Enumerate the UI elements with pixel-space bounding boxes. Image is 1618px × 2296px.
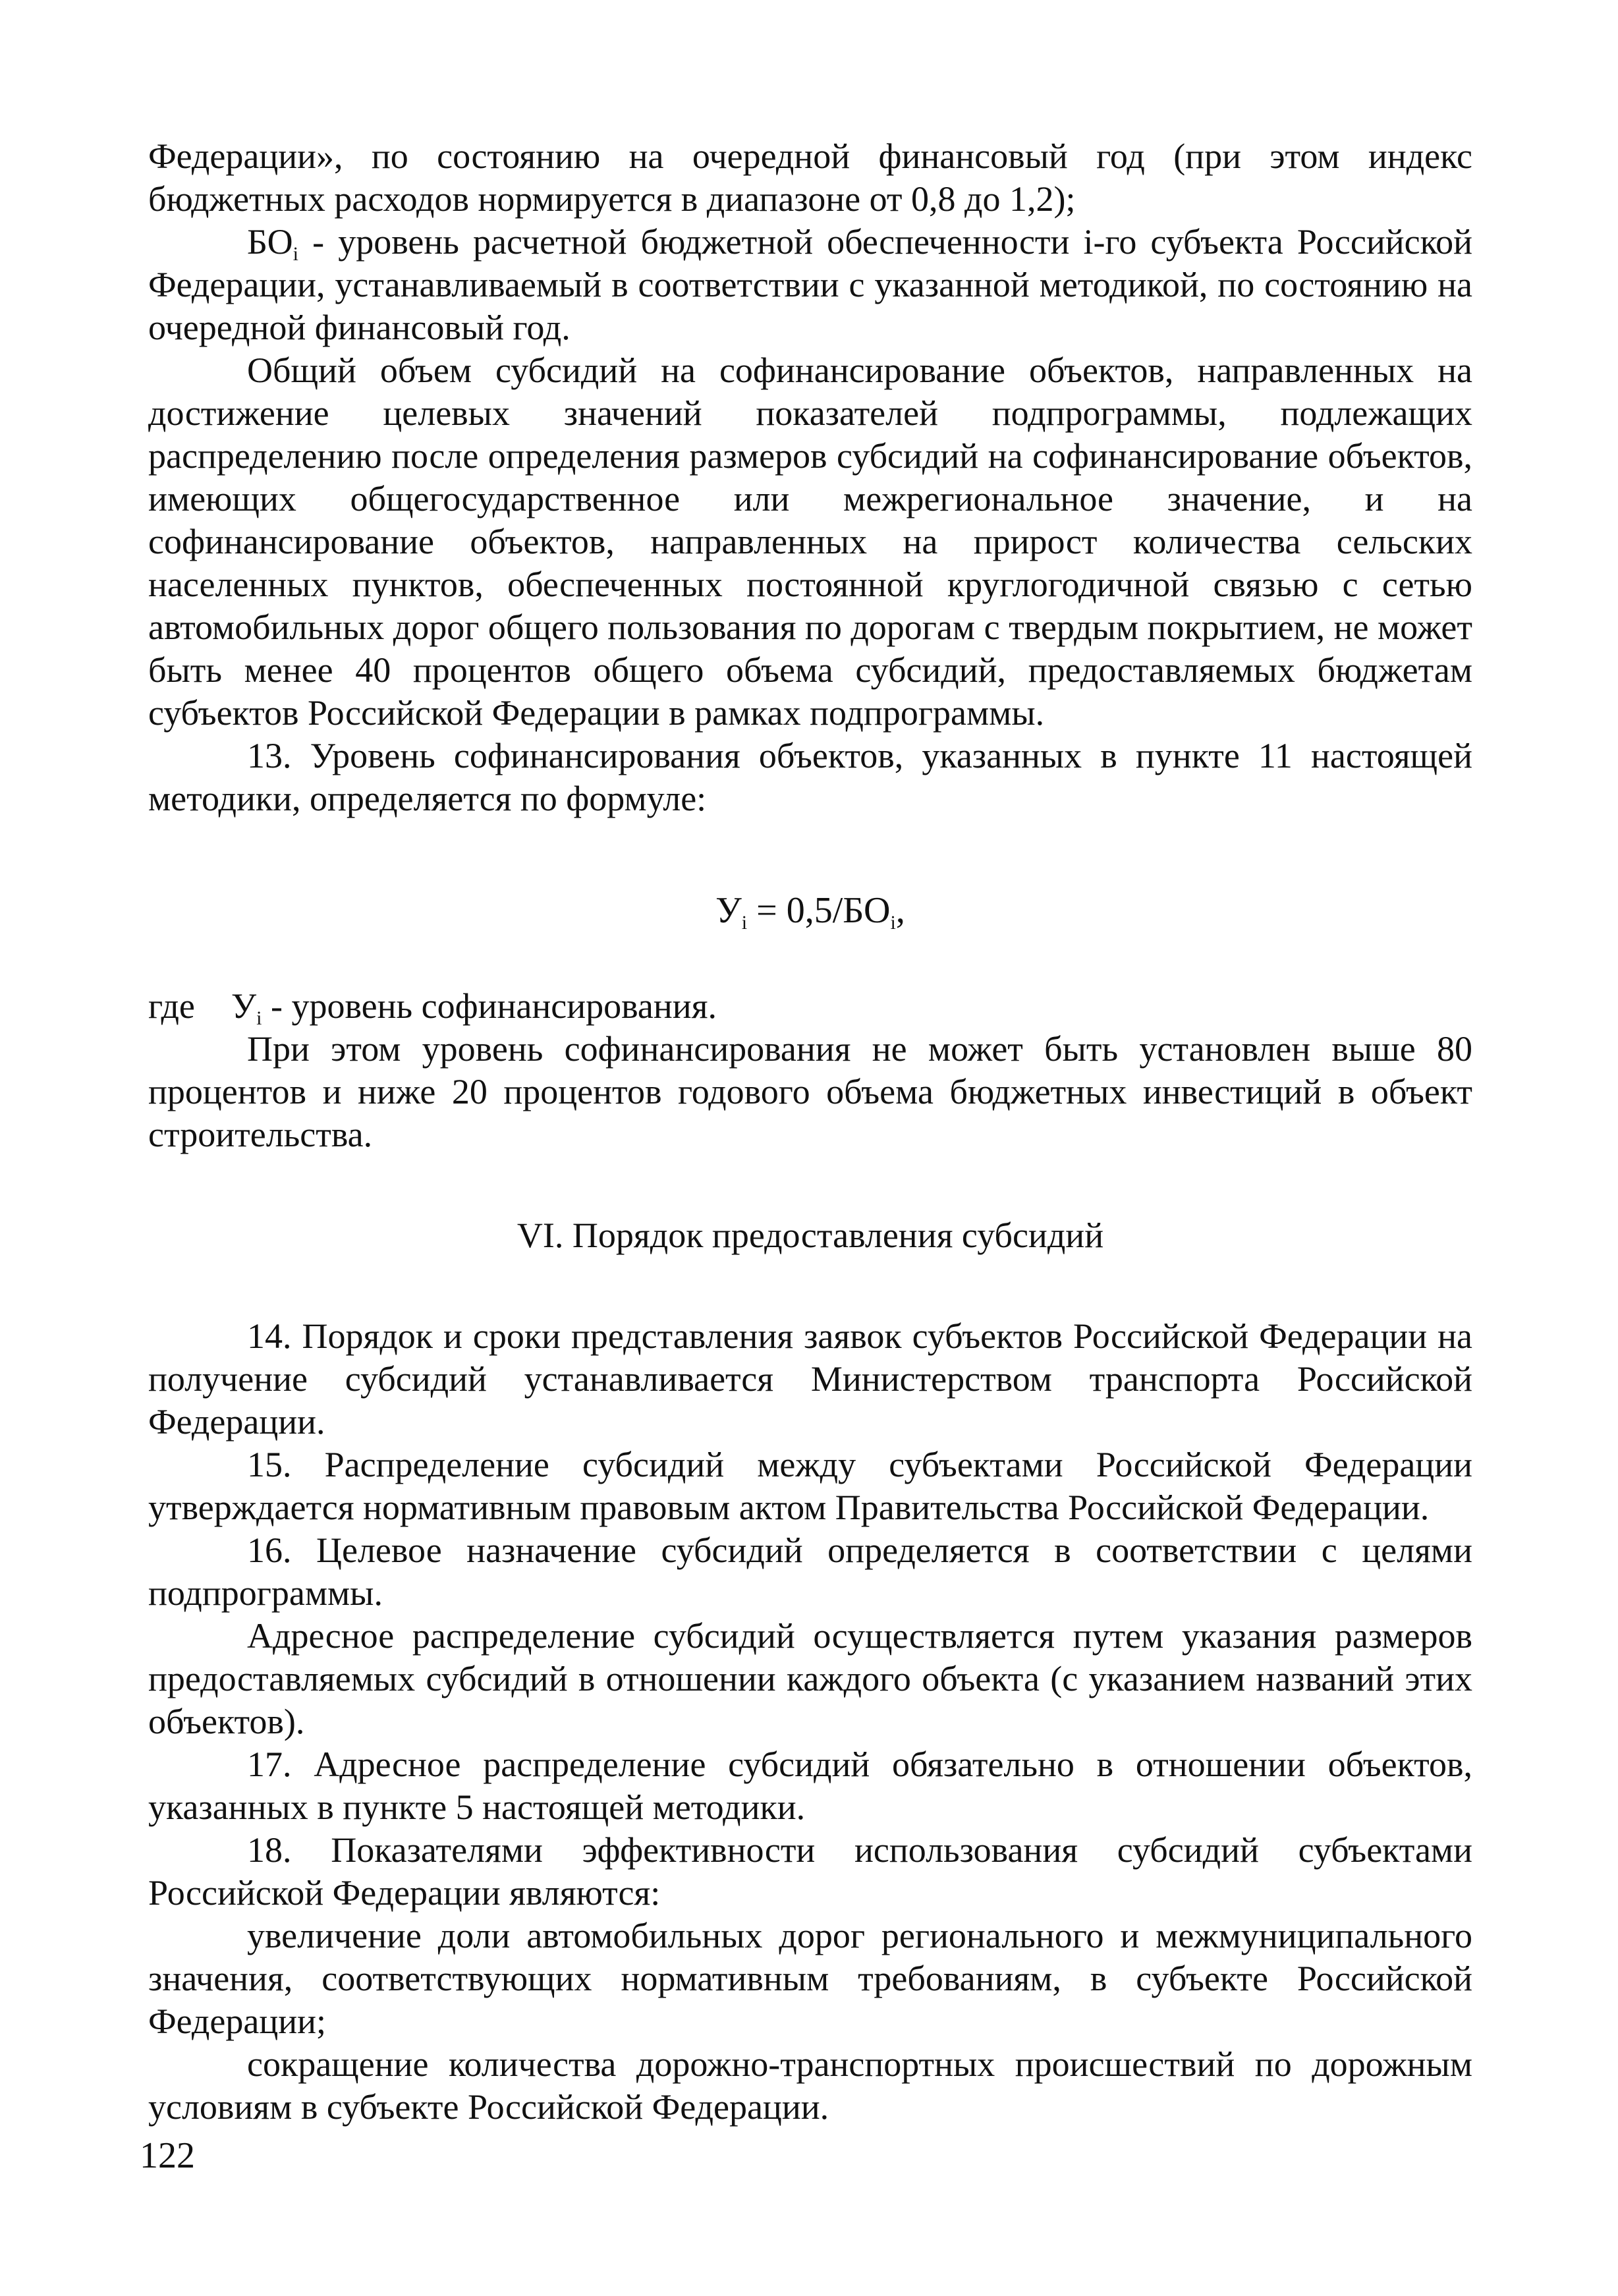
paragraph-address-distribution: Адресное распределение субсидий осуществляется путем указания размеров предоставляемых субсидий в отношении каждого объекта (с указанием названий этих объектов).: [148, 1616, 1472, 1741]
where-subscript: i: [256, 1007, 262, 1029]
bo-symbol: БО: [247, 222, 293, 262]
where-word: где: [148, 986, 195, 1026]
paragraph-total-volume: Общий объем субсидий на софинансирование объектов, направленных на достижение целевых значений показателей подпрограммы, подлежащих распределению после определения размеров субсидий на софинансирование объектов, имеющих общегосударственное или межрегиональное значение, и на софинансирование объектов, направленных на прирост количества сельских населенных пунктов, обеспеченных постоянной круглогодичной связью с сетью автомобильных дорог общего пользования по дорогам с твердым покрытием, не может быть менее 40 процентов общего объема субсидий, предоставляемых бюджетам субъектов Российской Федерации в рамках подпрограммы.: [148, 350, 1472, 733]
where-text: - уровень софинансирования.: [262, 986, 717, 1026]
paragraph-indicator-accidents: сокращение количества дорожно-транспортных происшествий по дорожным условиям в субъекте Российской Федерации.: [148, 2044, 1472, 2127]
paragraph-item-16: 16. Целевое назначение субсидий определяется в соответствии с целями подпрограммы.: [148, 1530, 1472, 1613]
formula: [148, 889, 1472, 932]
paragraph-item-14: 14. Порядок и сроки представления заявок субъектов Российской Федерации на получение субсидий устанавливается Министерством транспорта Российской Федерации.: [148, 1316, 1472, 1442]
paragraph-indicator-roads: увеличение доли автомобильных дорог регионального и межмуниципального значения, соответствующих нормативным требованиям, в субъекте Российской Федерации;: [148, 1916, 1472, 2041]
where-symbol: У: [231, 986, 257, 1026]
paragraph-item-18: 18. Показателями эффективности использования субсидий субъектами Российской Федерации являются:: [148, 1830, 1472, 1913]
paragraph-item-15: 15. Распределение субсидий между субъектами Российской Федерации утверждается нормативным правовым актом Правительства Российской Федерации.: [148, 1445, 1472, 1527]
formula-rhs-subscript: i: [890, 912, 896, 934]
section-heading: VI. Порядок предоставления субсидий: [516, 1216, 1104, 1255]
formula-lhs-subscript: i: [741, 912, 748, 934]
document-body: [148, 135, 1472, 2129]
bo-subscript: i: [293, 243, 298, 265]
formula-lhs: У: [715, 890, 742, 931]
paragraph-where: [148, 985, 1472, 1028]
page-number: 122: [140, 2135, 195, 2176]
bo-definition-text: - уровень расчетной бюджетной обеспеченности i-го субъекта Российской Федерации, устанавливаемый в соответствии с указанной методикой, по состоянию на очередной финансовый год.: [148, 222, 1472, 347]
formula-tail: ,: [895, 890, 905, 931]
paragraph-continuation: Федерации», по состоянию на очередной финансовый год (при этом индекс бюджетных расходов нормируется в диапазоне от 0,8 до 1,2);: [148, 136, 1472, 219]
paragraph-bo-definition: [148, 221, 1472, 349]
formula-mid: = 0,5/БО: [747, 890, 891, 931]
paragraph-limits: При этом уровень софинансирования не может быть установлен выше 80 процентов и ниже 20 процентов годового объема бюджетных инвестиций в объект строительства.: [148, 1029, 1472, 1154]
paragraph-item-17: 17. Адресное распределение субсидий обязательно в отношении объектов, указанных в пункте 5 настоящей методики.: [148, 1745, 1472, 1827]
paragraph-item-13: 13. Уровень софинансирования объектов, указанных в пункте 11 настоящей методики, определяется по формуле:: [148, 736, 1472, 818]
